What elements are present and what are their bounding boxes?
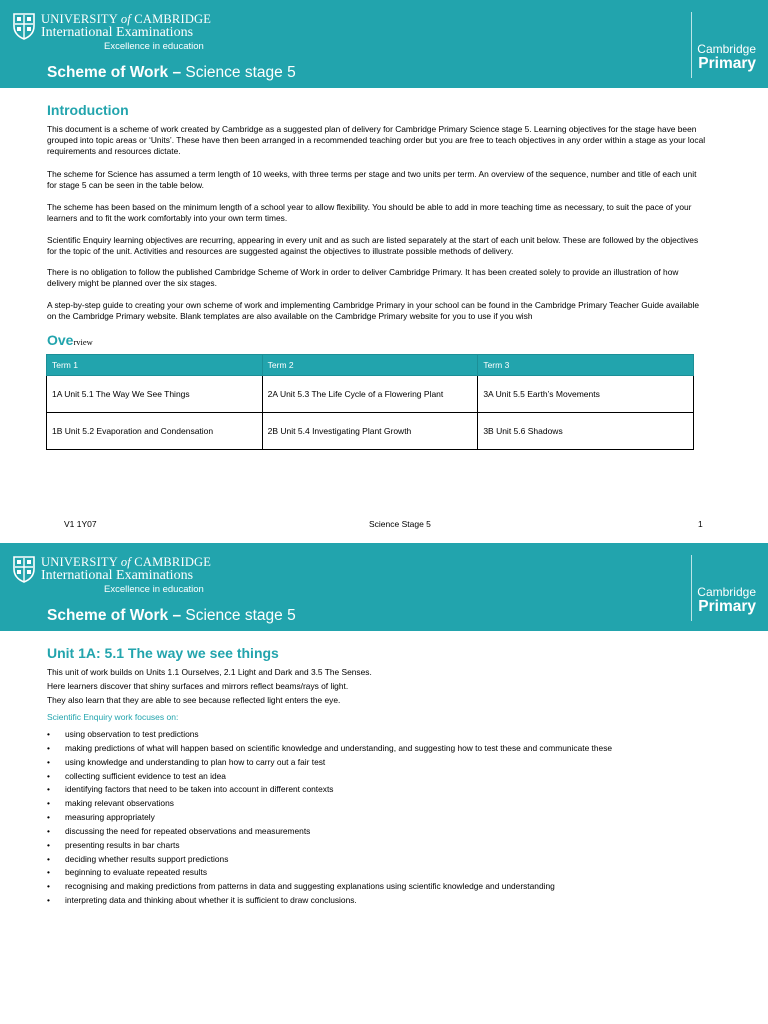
table-cell: 3B Unit 5.6 Shadows [478,413,694,450]
cambridge-primary-logo: Cambridge Primary [691,555,758,621]
intro-paragraph: There is no obligation to follow the published Cambridge Scheme of Work in order to deliver Cambridge Primary. It has been created solely to provide an illustration of how delivery might be planned over the six stages. [47,267,679,288]
university-logo [12,555,212,597]
document-title: Scheme of Work – Science stage 5 [47,607,296,624]
tagline: Excellence in education [104,41,204,52]
exam-board-name: International Examinations [41,25,194,40]
table-header-row [47,355,694,376]
list-item: • measuring appropriately [47,811,747,825]
list-item: • recognising and making predictions from patterns in data and suggesting explanations using scientific knowledge and understanding [47,880,747,894]
unit-intro-line: They also learn that they are able to see because reflected light enters the eye. [47,695,341,705]
tagline: Excellence in education [104,584,204,595]
table-header-cell: Term 2 [262,355,478,376]
table-cell: 2B Unit 5.4 Investigating Plant Growth [262,413,478,450]
introduction-heading: Introduction [47,102,129,118]
list-item: • making predictions of what will happen based on scientific knowledge and understanding, and suggesting how to test these and communicate these [47,742,747,756]
enquiry-focus-list [47,728,747,908]
list-item: • presenting results in bar charts [47,839,747,853]
footer-page-number: 1 [698,519,703,529]
overview-heading: Overview [47,332,93,348]
university-name: UNIVERSITY of CAMBRIDGE [41,12,212,26]
table-row [47,413,694,450]
list-item: • using knowledge and understanding to plan how to carry out a fair test [47,756,747,770]
list-item: • making relevant observations [47,797,747,811]
list-item: • identifying factors that need to be taken into account in different contexts [47,783,747,797]
document-title: Scheme of Work – Science stage 5 [47,64,296,81]
list-item: • discussing the need for repeated observations and measurements [47,825,747,839]
table-row [47,376,694,413]
list-item: • interpreting data and thinking about whether it is sufficient to draw conclusions. [47,894,747,908]
table-header-cell: Term 3 [478,355,694,376]
table-cell: 1B Unit 5.2 Evaporation and Condensation [47,413,263,450]
list-item: • beginning to evaluate repeated results [47,866,747,880]
unit-intro-line: Here learners discover that shiny surfaces and mirrors reflect beams/rays of light. [47,681,349,691]
intro-paragraph: Scientific Enquiry learning objectives are recurring, appearing in every unit and as such are listed separately at the start of each unit below. These are followed by the objectives for the topic of the unit. Activities and resources are suggested against the objectives to illustrate possible methods of delivery. [47,235,699,256]
table-cell: 1A Unit 5.1 The Way We See Things [47,376,263,413]
cambridge-primary-logo: Cambridge Primary [691,12,758,78]
overview-table [46,354,694,450]
list-item: • collecting sufficient evidence to test an idea [47,770,747,784]
unit-heading: Unit 1A: 5.1 The way we see things [47,645,279,661]
exam-board-name: International Examinations [41,568,194,583]
table-header-cell: Term 1 [47,355,263,376]
intro-paragraph: The scheme for Science has assumed a term length of 10 weeks, with three terms per stage and two units per term. An overview of the sequence, number and title of each unit for stage 5 can be seen in the table below. [47,169,697,190]
intro-paragraph: This document is a scheme of work created by Cambridge as a suggested plan of delivery for Cambridge Primary Science stage 5. Learning objectives for the stage have been grouped into topic areas or ‘Units’. These have then been arranged in a recommended teaching order but you are free to teach objectives in any order within a stage as your local requirements and resources dictate. [47,124,706,156]
footer-version: V1 1Y07 [64,519,97,529]
list-item: • using observation to test predictions [47,728,747,742]
enquiry-focus-heading: Scientific Enquiry work focuses on: [47,712,179,722]
unit-intro-line: This unit of work builds on Units 1.1 Ourselves, 2.1 Light and Dark and 3.5 The Senses. [47,667,372,677]
crest-icon [12,555,36,583]
intro-paragraph: A step-by-step guide to creating your own scheme of work and implementing Cambridge Primary in your school can be found in the Cambridge Primary Teacher Guide available on the Cambridge Primary website. Blank templates are also available on the Cambridge Primary website for you to use if you wish [47,300,700,321]
crest-icon [12,12,36,40]
page-header [0,543,768,631]
university-logo [12,12,212,54]
table-cell: 2A Unit 5.3 The Life Cycle of a Flowering Plant [262,376,478,413]
table-cell: 3A Unit 5.5 Earth’s Movements [478,376,694,413]
list-item: • deciding whether results support predictions [47,853,747,867]
university-name: UNIVERSITY of CAMBRIDGE [41,555,212,569]
intro-paragraph: The scheme has been based on the minimum length of a school year to allow flexibility. You should be able to add in more teaching time as necessary, to suit the pace of your learners and to fit the work comfortably into your own term times. [47,202,692,223]
page-header [0,0,768,88]
footer-center: Science Stage 5 [369,519,431,529]
